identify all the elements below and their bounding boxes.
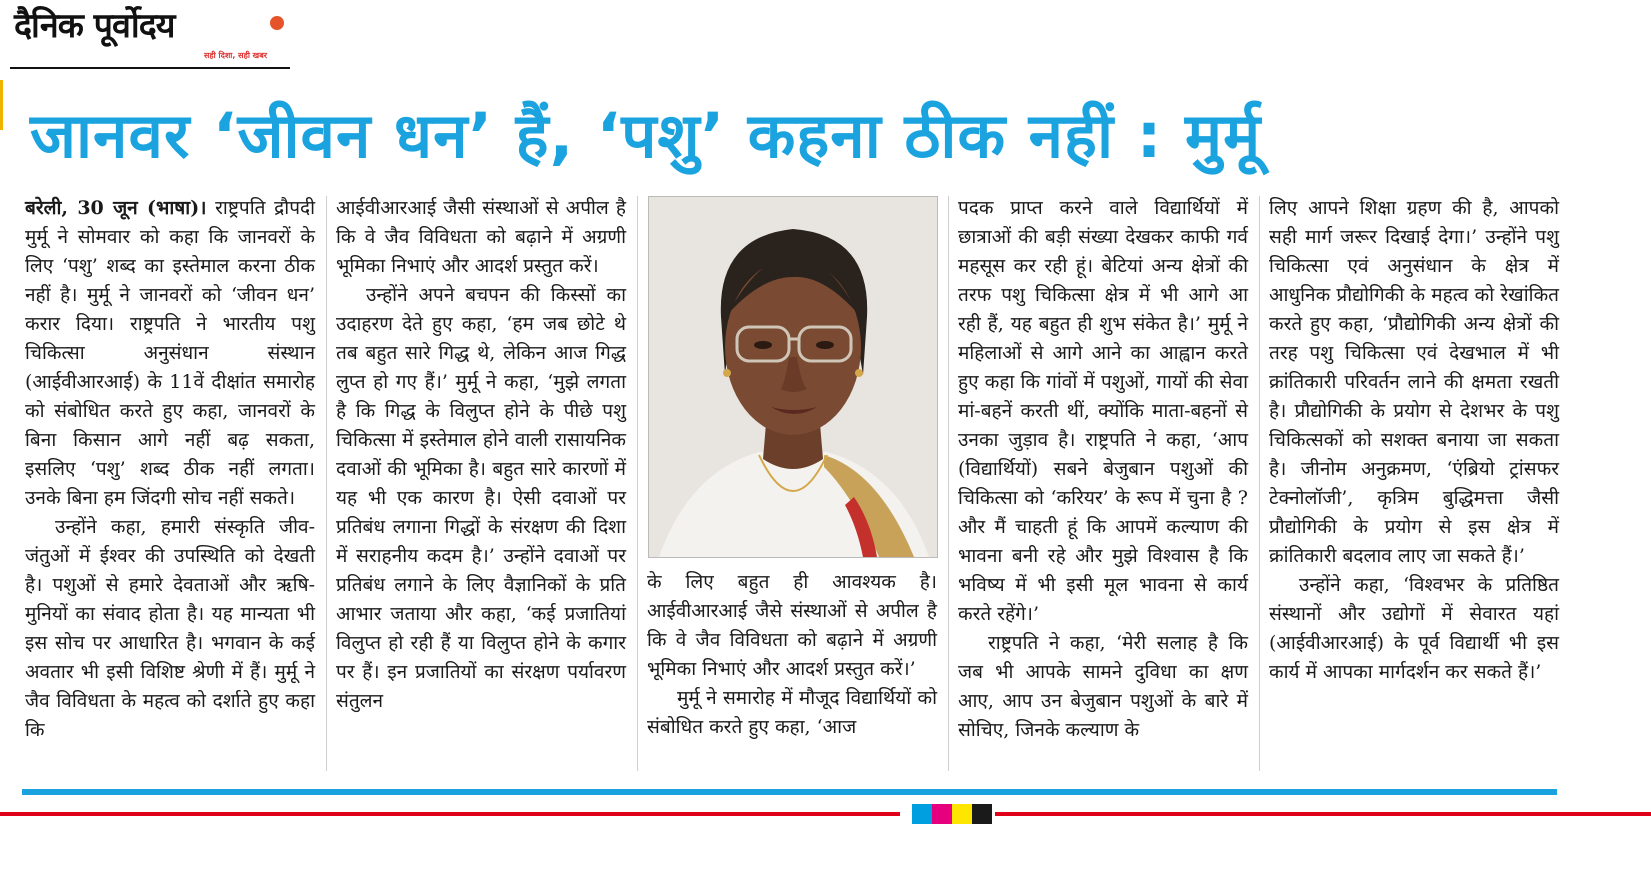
paragraph: के लिए बहुत ही आवश्यक है। आईवीआरआई जैसे संस्थाओं से अपील है कि वे जैव विविधता को बढ़ाने में अग्रणी भूमिका निभाएं और आदर्श प्रस्तुत करें।’ [647, 571, 937, 680]
logo-dot-icon [270, 16, 284, 30]
column-divider [948, 196, 949, 771]
article-column-5 [1269, 194, 1559, 687]
paragraph: उन्होंने अपने बचपन की किस्सों का उदाहरण देते हुए कहा, ‘हम जब छोटे थे तब बहुत सारे गिद्ध थे, लेकिन आज गिद्ध लुप्त हो गए हैं।’ मुर्मू ने कहा, ‘मुझे लगता है कि गिद्ध के विलुप्त होने के पीछे पशु चिकित्सा में इस्तेमाल होने वाली रासायनिक दवाओं की भूमिका है। बहुत सारे कारणों में यह भी एक कारण है। ऐसी दवाओं पर प्रतिबंध लगाना गिद्धों के संरक्षण की दिशा में सराहनीय कदम है।’ उन्होंने दवाओं पर प्रतिबंध लगाने के लिए वैज्ञानिकों के प्रति आभार जताया और कहा, ‘कई प्रजातियां विलुप्त हो रही हैं या विलुप्त होने के कगार पर हैं। इन प्रजातियों का संरक्षण पर्यावरण संतुलन [336, 284, 626, 712]
footer-rule-red [0, 812, 900, 816]
paragraph: लिए आपने शिक्षा ग्रहण की है, आपको सही मार्ग जरूर दिखाई देगा।’ उन्होंने पशु चिकित्सा एवं अनुसंधान के क्षेत्र में आधुनिक प्रौद्योगिकी के महत्व को रेखांकित करते हुए कहा, ‘प्रौद्योगिकी अन्य क्षेत्रों की तरह पशु चिकित्सा एवं देखभाल में भी क्रांतिकारी परिवर्तन लाने की क्षमता रखती है। प्रौद्योगिकी के प्रयोग से देशभर के पशु चिकित्सकों को सशक्त बनाया जा सकता है। जीनोम अनुक्रमण, ‘एंब्रियो ट्रांसफर टेक्नोलॉजी’, कृत्रिम बुद्धिमत्ता जैसी प्रौद्योगिकी के प्रयोग से इस क्षेत्र में क्रांतिकारी बदलाव लाए जा सकते हैं।’ [1269, 197, 1559, 567]
paragraph: राष्ट्रपति द्रौपदी मुर्मू ने सोमवार को कहा कि जानवरों के लिए ‘पशु’ शब्द का इस्तेमाल करना ठीक नहीं है। मुर्मू ने जानवरों को ‘जीवन धन’ करार दिया। राष्ट्रपति ने भारतीय पशु चिकित्सा अनुसंधान संस्थान (आईवीआरआई) के 11वें दीक्षांत समारोह को संबोधित करते हुए कहा, जानवरों के बिना किसान आगे नहीं बढ़ सकता, इसलिए ‘पशु’ शब्द ठीक नहीं लगता। उनके बिना हम जिंदगी सोच नहीं सकते। [25, 197, 315, 509]
column-divider [1259, 196, 1260, 771]
paragraph: उन्होंने कहा, ‘विश्वभर के प्रतिष्ठित संस्थानों और उद्योगों में सेवारत यहां (आईवीआरआई) के पूर्व विद्यार्थी भी इस कार्य में आपका मार्गदर्शन कर सकते हैं।’ [1269, 574, 1559, 683]
paragraph: उन्होंने कहा, हमारी संस्कृति जीव-जंतुओं में ईश्वर की उपस्थिति को देखती है। पशुओं से हमारे देवताओं और ऋषि-मुनियों का संवाद होता है। यह मान्यता भी इस सोच पर आधारित है। भगवान के कई अवतार भी इसी विशिष्ट श्रेणी में हैं। मुर्मू ने जैव विविधता के महत्व को दर्शाते हुए कहा कि [25, 516, 315, 741]
article-column-1 [25, 194, 315, 745]
magenta-swatch [932, 804, 952, 824]
black-swatch [972, 804, 992, 824]
footer-rule-blue [22, 789, 1557, 795]
masthead [14, 6, 284, 66]
dateline: बरेली, 30 जून (भाषा)। [25, 197, 207, 219]
paragraph: आईवीआरआई जैसी संस्थाओं से अपील है कि वे जैव विविधता को बढ़ाने में अग्रणी भूमिका निभाएं और आदर्श प्रस्तुत करें। [336, 197, 626, 277]
paragraph: मुर्मू ने समारोह में मौजूद विद्यार्थियों को संबोधित करते हुए कहा, ‘आज [647, 687, 937, 738]
column-divider [326, 196, 327, 771]
article-column-2 [336, 194, 626, 716]
logo-tagline: सही दिशा, सही खबर [204, 51, 268, 60]
margin-marker [0, 80, 3, 130]
article-column-4 [958, 194, 1248, 745]
cyan-swatch [912, 804, 932, 824]
masthead-rule [10, 67, 290, 69]
paragraph: राष्ट्रपति ने कहा, ‘मेरी सलाह है कि जब भी आपके सामने दुविधा का क्षण आए, आप उन बेजुबान पशुओं के बारे में सोचिए, जिनके कल्याण के [958, 632, 1248, 741]
portrait-image [649, 197, 937, 557]
article-headline: जानवर ‘जीवन धन’ हैं, ‘पशु’ कहना ठीक नहीं : मुर्मू [30, 99, 1262, 172]
cmyk-registration-marks [912, 804, 992, 824]
footer-rule-red [995, 812, 1651, 816]
article-column-3 [647, 568, 937, 742]
yellow-swatch [952, 804, 972, 824]
newspaper-logo: दैनिक पूर्वोदय [14, 6, 175, 46]
paragraph: पदक प्राप्त करने वाले विद्यार्थियों में छात्राओं की बड़ी संख्या देखकर काफी गर्व महसूस कर रही हूं। बेटियां अन्य क्षेत्रों की तरफ पशु चिकित्सा क्षेत्र में भी आगे आ रही हैं, यह बहुत ही शुभ संकेत है।’ मुर्मू ने महिलाओं से आगे आने का आह्वान करते हुए कहा कि गांवों में पशुओं, गायों की सेवा मां-बहनें करती थीं, क्योंकि माता-बहनों से उनका जुड़ाव है। राष्ट्रपति ने कहा, ‘आप (विद्यार्थियों) सबने बेजुबान पशुओं की चिकित्सा को ‘करियर’ के रूप में चुना है ? और मैं चाहती हूं कि आपमें कल्याण की भावना बनी रहे और मुझे विश्वास है कि भविष्य में भी इसी मूल भावना से कार्य करते रहेंगे।’ [958, 197, 1248, 625]
column-divider [637, 196, 638, 771]
president-photo [648, 196, 938, 558]
